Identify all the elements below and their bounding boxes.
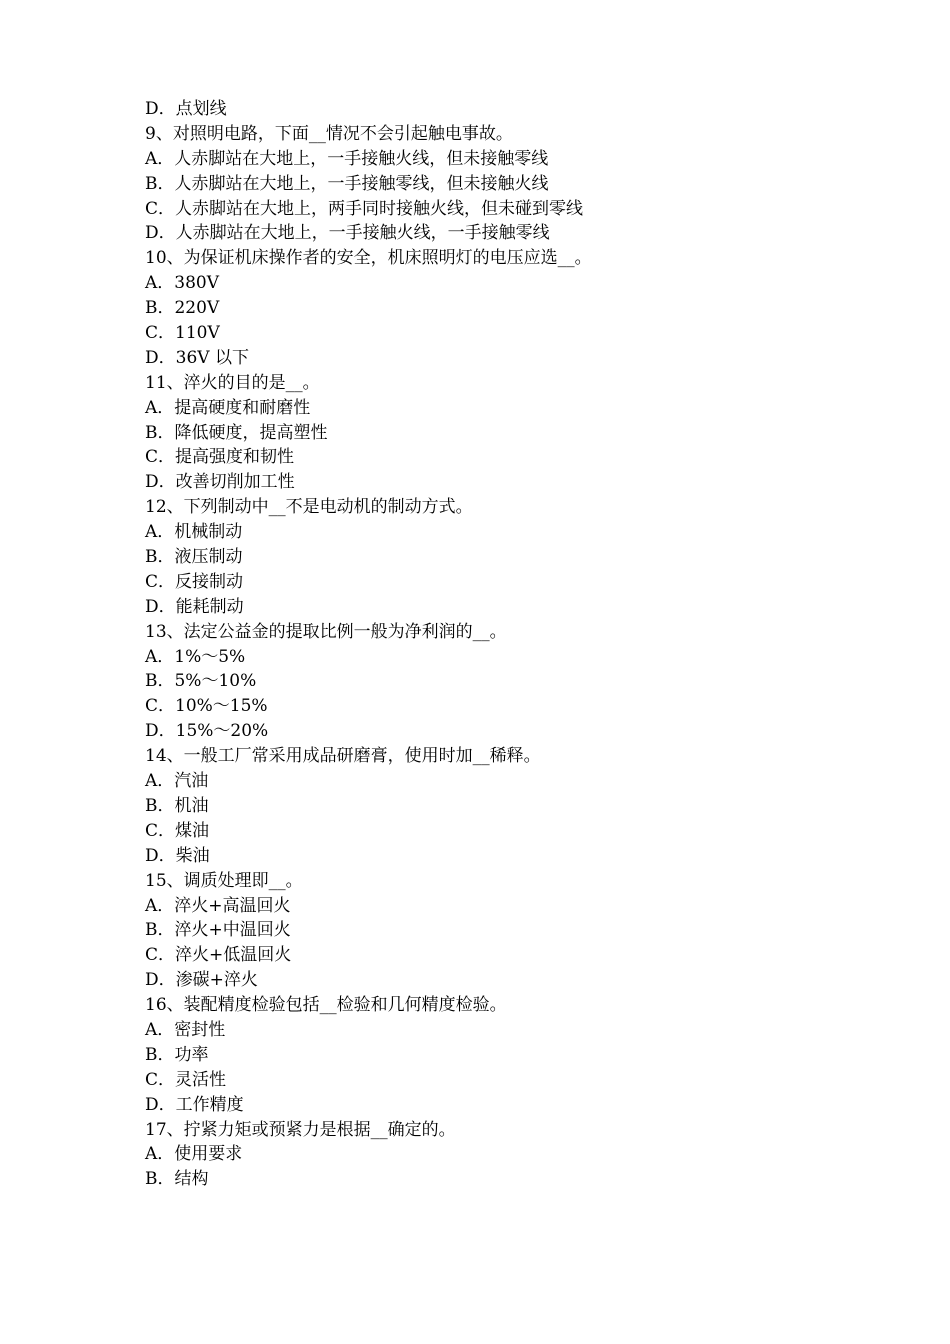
option-a-text: A．密封性: [145, 1019, 226, 1040]
option-a-text: A．380V: [145, 273, 220, 294]
option-b-text: B．5%～10%: [145, 671, 257, 692]
question-14-text: 14、一般工厂常采用成品研磨膏，使用时加__稀释。: [145, 746, 541, 767]
option-a-text: A．1%～5%: [145, 646, 246, 667]
question-11-text: 11、淬火的目的是__。: [145, 372, 320, 393]
option-d-text: D．改善切削加工性: [145, 472, 295, 493]
option-c-text: C．反接制动: [145, 571, 244, 592]
option-c-text: C．淬火+低温回火: [145, 945, 292, 966]
option-b-text: B．人赤脚站在大地上，一手接触零线，但未接触火线: [145, 173, 549, 194]
option-a-text: A．机械制动: [145, 522, 243, 543]
option-b-text: B．结构: [145, 1169, 209, 1190]
option-d-text: D．工作精度: [145, 1094, 244, 1115]
option-d-text: D．柴油: [145, 845, 210, 866]
option-d-text: D．36V 以下: [145, 347, 249, 368]
question-17-text: 17、拧紧力矩或预紧力是根据__确定的。: [145, 1119, 456, 1140]
option-a-text: A．使用要求: [145, 1144, 243, 1165]
option-d-text: D．能耗制动: [145, 596, 244, 617]
option-b-text: B．机油: [145, 795, 209, 816]
option-d-text: D．人赤脚站在大地上，一手接触火线，一手接触零线: [145, 223, 550, 244]
option-b-text: B．液压制动: [145, 547, 243, 568]
question-16-text: 16、装配精度检验包括__检验和几何精度检验。: [145, 995, 507, 1016]
option-a-text: A．淬火+高温回火: [145, 895, 291, 916]
option-d-text: D．点划线: [145, 99, 227, 119]
question-9-text: 9、对照明电路，下面__情况不会引起触电事故。: [145, 123, 513, 144]
question-12-text: 12、下列制动中__不是电动机的制动方式。: [145, 497, 473, 518]
question-10-text: 10、为保证机床操作者的安全，机床照明灯的电压应选__。: [145, 248, 592, 269]
option-a-text: A．人赤脚站在大地上，一手接触火线，但未接触零线: [145, 148, 549, 169]
question-15-text: 15、调质处理即__。: [145, 870, 303, 891]
option-d-text: D．渗碳+淬火: [145, 970, 258, 991]
option-c-text: C．人赤脚站在大地上，两手同时接触火线，但未碰到零线: [145, 198, 584, 219]
option-b-text: B．220V: [145, 298, 220, 319]
option-c-text: C．灵活性: [145, 1069, 227, 1090]
option-c-text: C．110V: [145, 323, 220, 344]
option-a-text: A．汽油: [145, 771, 209, 792]
question-13-text: 13、法定公益金的提取比例一般为净利润的__。: [145, 621, 507, 642]
question-text-block: [145, 97, 845, 1192]
option-d-text: D．15%～20%: [145, 721, 269, 742]
option-a-text: A．提高硬度和耐磨性: [145, 397, 311, 418]
option-c-text: C．10%～15%: [145, 696, 268, 717]
option-b-text: B．淬火+中温回火: [145, 920, 291, 941]
option-b-text: B．功率: [145, 1044, 209, 1065]
option-b-text: B．降低硬度，提高塑性: [145, 422, 328, 443]
option-c-text: C．提高强度和韧性: [145, 447, 295, 468]
option-c-text: C．煤油: [145, 820, 210, 841]
